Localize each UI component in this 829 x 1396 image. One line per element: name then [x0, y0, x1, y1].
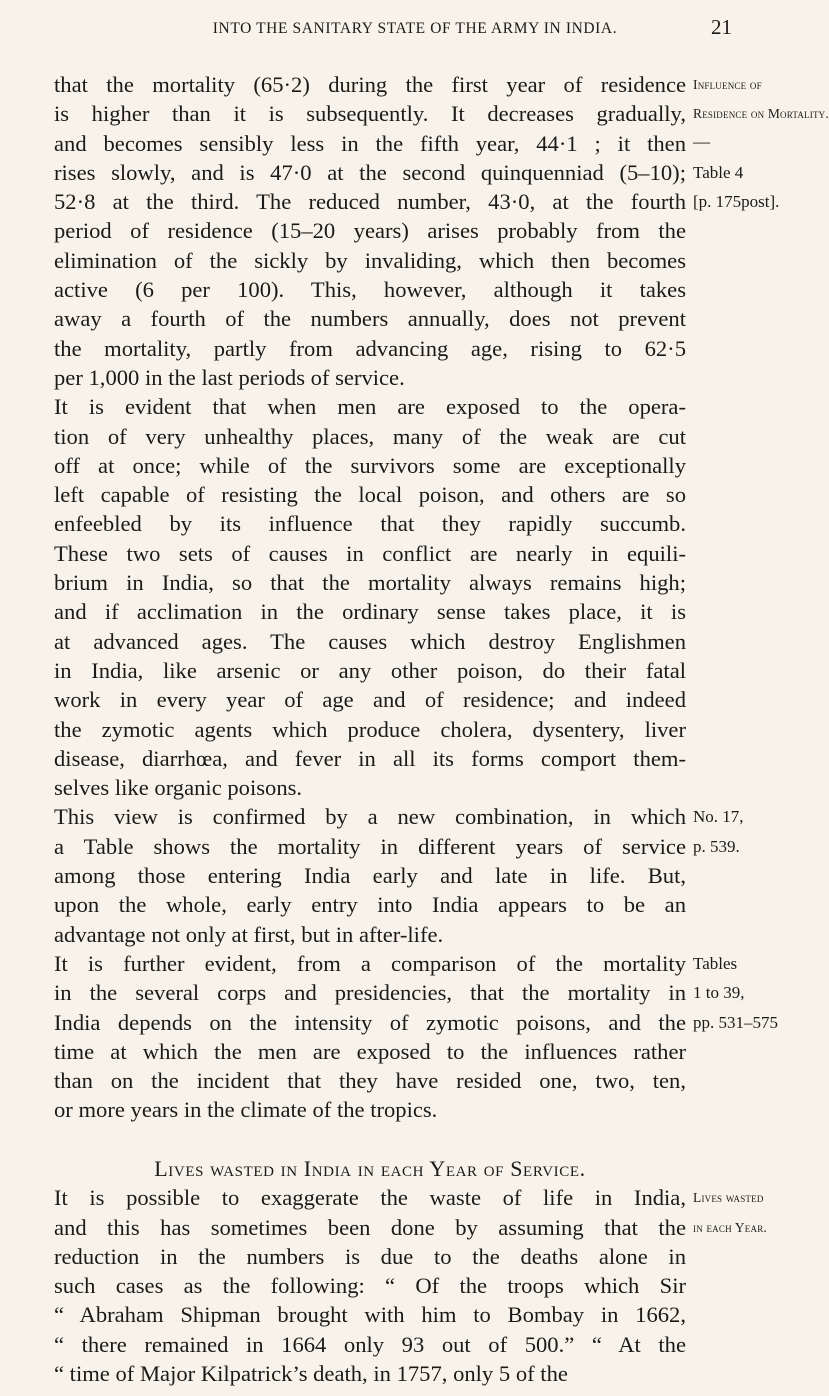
- line-text: upon the whole, early entry into India appears to be an: [54, 892, 686, 918]
- text-line: [54, 539, 759, 568]
- line-text: It is evident that when men are exposed to the opera-: [54, 394, 686, 420]
- section-heading-text: Lives wasted in India in each Year of Service.: [154, 1155, 586, 1181]
- margin-note: 1 to 39,: [693, 983, 745, 1003]
- margin-note: Residence on Mortality.: [693, 106, 829, 122]
- text-line: [54, 597, 759, 626]
- margin-note: [p. 175post].: [693, 192, 780, 212]
- line-text: and becomes sensibly less in the fifth year, 44·1 ; it then: [54, 130, 686, 156]
- text-line: [54, 656, 759, 685]
- line-text: away a fourth of the numbers annually, does not prevent: [54, 306, 686, 332]
- text-line: [54, 392, 759, 421]
- text-line: [54, 1300, 759, 1329]
- text-line: [54, 70, 762, 99]
- line-text: brium in India, so that the mortality always remains high;: [54, 570, 686, 596]
- line-text: in the several corps and presidencies, that the mortality in: [54, 980, 686, 1006]
- text-line: [54, 1359, 759, 1388]
- line-text: India depends on the intensity of zymotic poisons, and the: [54, 1009, 686, 1035]
- text-line: [54, 1095, 759, 1124]
- line-text: left capable of resisting the local poison, and others are so: [54, 482, 686, 508]
- text-line: [54, 275, 759, 304]
- text-line: [54, 1271, 759, 1300]
- line-text: “ Abraham Shipman brought with him to Bombay in 1662,: [54, 1302, 686, 1328]
- text-line: [54, 422, 759, 451]
- text-line: [54, 978, 759, 1007]
- text-line: [54, 1037, 759, 1066]
- text-line: [54, 685, 759, 714]
- text-line: [54, 187, 780, 216]
- line-text: in India, like arsenic or any other poison, do their fatal: [54, 657, 686, 683]
- line-text: at advanced ages. The causes which destroy Englishmen: [54, 628, 686, 654]
- text-line: [54, 744, 759, 773]
- text-line: [54, 802, 759, 831]
- line-text: work in every year of age and of residence; and indeed: [54, 687, 686, 713]
- line-text: selves like organic poisons.: [54, 775, 303, 801]
- margin-note: p. 539.: [693, 836, 740, 856]
- text-line: [54, 216, 759, 245]
- text-line: [54, 949, 759, 978]
- text-line: [54, 861, 759, 890]
- line-text: a Table shows the mortality in different years of service: [54, 833, 686, 859]
- margin-note: in each Year.: [693, 1219, 767, 1235]
- line-text: is higher than it is subsequently. It decreases gradually,: [54, 101, 686, 127]
- margin-note: Influence of: [693, 77, 762, 92]
- text-line: [54, 304, 759, 333]
- page-number: 21: [711, 15, 732, 39]
- line-text: rises slowly, and is 47·0 at the second quinquenniad (5–10);: [54, 159, 686, 185]
- text-line: [54, 832, 759, 861]
- line-text: These two sets of causes in conflict are nearly in equili-: [54, 540, 686, 566]
- line-text: the zymotic agents which produce cholera, dysentery, liver: [54, 716, 686, 742]
- text-line: [54, 99, 829, 128]
- line-text: tion of very unhealthy places, many of the weak are cut: [54, 423, 686, 449]
- text-line: [54, 1183, 764, 1212]
- text-line: [54, 246, 759, 275]
- text-line: [54, 129, 759, 158]
- margin-note: Tables: [693, 953, 738, 973]
- section-heading: [54, 1154, 759, 1183]
- margin-note: —: [693, 131, 710, 151]
- line-text: enfeebled by its influence that they rapidly succumb.: [54, 511, 686, 537]
- text-line: [54, 363, 759, 392]
- line-text: active (6 per 100). This, however, although it takes: [54, 277, 686, 303]
- text-line: [54, 1213, 767, 1242]
- line-text: disease, diarrhœa, and fever in all its forms comport them-: [54, 745, 686, 771]
- margin-note: pp. 531–575: [693, 1012, 778, 1032]
- line-text: This view is confirmed by a new combination, in which: [54, 804, 686, 830]
- text-line: [54, 715, 759, 744]
- text-line: [54, 158, 759, 187]
- text-line: [54, 568, 759, 597]
- text-line: [54, 509, 759, 538]
- line-text: per 1,000 in the last periods of service.: [54, 364, 405, 390]
- line-text: that the mortality (65·2) during the first year of residence: [54, 72, 686, 97]
- body-text: [54, 70, 829, 1388]
- line-text: off at once; while of the survivors some are exceptionally: [54, 452, 686, 478]
- text-line: [54, 1008, 778, 1037]
- line-text: such cases as the following: “ Of the troops which Sir: [54, 1273, 686, 1299]
- line-text: and this has sometimes been done by assuming that the: [54, 1214, 686, 1240]
- line-text: It is possible to exaggerate the waste of life in India,: [54, 1185, 686, 1211]
- line-text: 52·8 at the third. The reduced number, 43·0, at the fourth: [54, 189, 686, 215]
- text-line: [54, 1242, 759, 1271]
- line-text: and if acclimation in the ordinary sense takes place, it is: [54, 599, 686, 625]
- line-text: or more years in the climate of the tropics.: [54, 1097, 438, 1123]
- line-text: “ there remained in 1664 only 93 out of 500.” “ At the: [54, 1331, 686, 1357]
- line-text: “ time of Major Kilpatrick’s death, in 1757, only 5 of the: [54, 1361, 568, 1387]
- text-line: [54, 480, 759, 509]
- line-text: [54, 1125, 686, 1154]
- line-text: elimination of the sickly by invaliding, which then becomes: [54, 247, 686, 273]
- line-text: period of residence (15–20 years) arises probably from the: [54, 218, 686, 244]
- text-line: [54, 773, 759, 802]
- text-line: [54, 334, 759, 363]
- line-text: reduction in the numbers is due to the deaths alone in: [54, 1243, 686, 1269]
- text-line: [54, 627, 759, 656]
- margin-note: Lives wasted: [693, 1190, 764, 1206]
- running-title: INTO THE SANITARY STATE OF THE ARMY IN INDIA.: [212, 20, 618, 37]
- text-line: [54, 1330, 759, 1359]
- line-text: It is further evident, from a comparison of the mortality: [54, 950, 686, 976]
- text-line: [54, 1125, 759, 1154]
- line-text: time at which the men are exposed to the influences rather: [54, 1038, 686, 1064]
- line-text: the mortality, partly from advancing age, rising to 62·5: [54, 335, 686, 361]
- text-line: [54, 1066, 759, 1095]
- line-text: advantage not only at first, but in after-life.: [54, 921, 444, 947]
- text-line: [54, 890, 759, 919]
- line-text: among those entering India early and late in life. But,: [54, 863, 686, 889]
- text-line: [54, 920, 759, 949]
- text-line: [54, 451, 759, 480]
- line-text: than on the incident that they have resided one, two, ten,: [54, 1068, 686, 1094]
- margin-note: No. 17,: [693, 807, 744, 827]
- margin-note: Table 4: [693, 162, 744, 182]
